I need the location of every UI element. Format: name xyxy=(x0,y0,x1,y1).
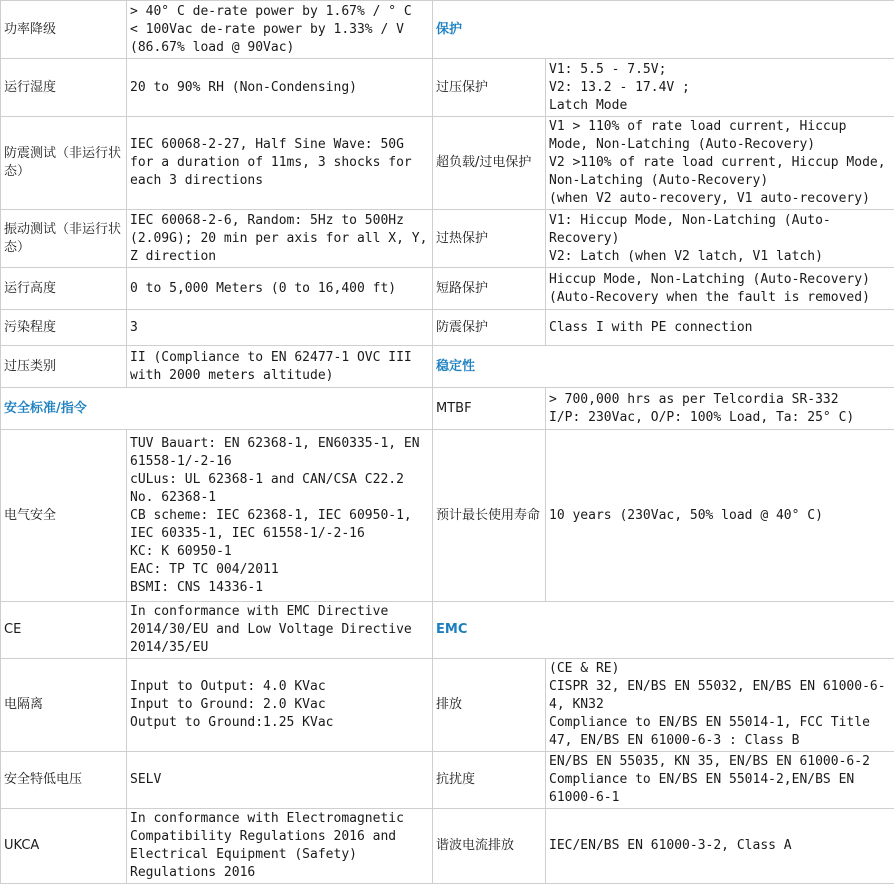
spec-label: 电隔离 xyxy=(1,659,127,752)
spec-value: IEC 60068-2-27, Half Sine Wave: 50G for a duration of 11ms, 3 shocks for each 3 directions xyxy=(127,117,433,210)
section-heading: 稳定性 xyxy=(433,346,894,388)
spec-row xyxy=(1,809,894,884)
spec-value: Input to Output: 4.0 KVac Input to Ground: 2.0 KVac Output to Ground:1.25 KVac xyxy=(127,659,433,752)
spec-label: 污染程度 xyxy=(1,310,127,346)
spec-row xyxy=(1,268,894,310)
spec-row xyxy=(1,659,894,752)
spec-value: In conformance with Electromagnetic Compatibility Regulations 2016 and Electrical Equipment (Safety) Regulations 2016 xyxy=(127,809,433,884)
spec-row xyxy=(1,310,894,346)
spec-value: II (Compliance to EN 62477-1 OVC III with 2000 meters altitude) xyxy=(127,346,433,388)
spec-row xyxy=(1,117,894,210)
spec-value: 0 to 5,000 Meters (0 to 16,400 ft) xyxy=(127,268,433,310)
spec-value: 10 years (230Vac, 50% load @ 40° C) xyxy=(546,430,894,602)
section-heading: EMC xyxy=(433,602,894,659)
spec-label: 抗扰度 xyxy=(433,752,546,809)
spec-label: MTBF xyxy=(433,388,546,430)
spec-label: 排放 xyxy=(433,659,546,752)
spec-value: IEC 60068-2-6, Random: 5Hz to 500Hz (2.09G); 20 min per axis for all X, Y, Z direction xyxy=(127,210,433,268)
spec-label: 振动测试（非运行状态） xyxy=(1,210,127,268)
spec-value: V1: 5.5 - 7.5V; V2: 13.2 - 17.4V ; Latch Mode xyxy=(546,59,894,117)
spec-label: 防震保护 xyxy=(433,310,546,346)
spec-row xyxy=(1,1,894,59)
spec-label: 过压类别 xyxy=(1,346,127,388)
spec-label: 超负载/过电保护 xyxy=(433,117,546,210)
spec-label: 短路保护 xyxy=(433,268,546,310)
spec-value: SELV xyxy=(127,752,433,809)
spec-value: EN/BS EN 55035, KN 35, EN/BS EN 61000-6-2 Compliance to EN/BS EN 55014-2,EN/BS EN 61000-6-1 xyxy=(546,752,894,809)
spec-row xyxy=(1,346,894,388)
spec-label: 过热保护 xyxy=(433,210,546,268)
spec-label: 运行湿度 xyxy=(1,59,127,117)
spec-row xyxy=(1,430,894,602)
spec-label: 功率降级 xyxy=(1,1,127,59)
section-heading: 安全标准/指令 xyxy=(1,388,433,430)
spec-label: 谐波电流排放 xyxy=(433,809,546,884)
section-heading: 保护 xyxy=(433,1,894,59)
spec-table-body xyxy=(1,1,894,884)
spec-row xyxy=(1,210,894,268)
spec-label: 安全特低电压 xyxy=(1,752,127,809)
spec-label: UKCA xyxy=(1,809,127,884)
spec-row xyxy=(1,388,894,430)
spec-value: In conformance with EMC Directive 2014/30/EU and Low Voltage Directive 2014/35/EU xyxy=(127,602,433,659)
spec-value: TUV Bauart: EN 62368-1, EN60335-1, EN 61558-1/-2-16 cULus: UL 62368-1 and CAN/CSA C22.2 No. 62368-1 CB scheme: IEC 62368-1, IEC 60950-1, IEC 60335-1, IEC 61558-1/-2-16 KC: K 60950-1 EAC: TP TC 004/2011 BSMI: CNS 14336-1 xyxy=(127,430,433,602)
spec-label: 防震测试（非运行状态） xyxy=(1,117,127,210)
spec-value: 20 to 90% RH (Non-Condensing) xyxy=(127,59,433,117)
spec-label: 预计最长使用寿命 xyxy=(433,430,546,602)
spec-value: V1 > 110% of rate load current, Hiccup Mode, Non-Latching (Auto-Recovery) V2 >110% of rate load current, Hiccup Mode, Non-Latching (Auto-Recovery) (when V2 auto-recovery, V1 auto-recovery) xyxy=(546,117,894,210)
spec-value: > 40° C de-rate power by 1.67% / ° C < 100Vac de-rate power by 1.33% / V (86.67% load @ 90Vac) xyxy=(127,1,433,59)
spec-value: Hiccup Mode, Non-Latching (Auto-Recovery) (Auto-Recovery when the fault is removed) xyxy=(546,268,894,310)
spec-row xyxy=(1,602,894,659)
spec-value: IEC/EN/BS EN 61000-3-2, Class A xyxy=(546,809,894,884)
spec-label: CE xyxy=(1,602,127,659)
spec-value: (CE & RE) CISPR 32, EN/BS EN 55032, EN/BS EN 61000-6-4, KN32 Compliance to EN/BS EN 55014-1, FCC Title 47, EN/BS EN 61000-6-3 : Class B xyxy=(546,659,894,752)
spec-value: Class I with PE connection xyxy=(546,310,894,346)
spec-label: 电气安全 xyxy=(1,430,127,602)
spec-value: V1: Hiccup Mode, Non-Latching (Auto-Recovery) V2: Latch (when V2 latch, V1 latch) xyxy=(546,210,894,268)
spec-label: 过压保护 xyxy=(433,59,546,117)
spec-row xyxy=(1,752,894,809)
spec-row xyxy=(1,59,894,117)
spec-value: > 700,000 hrs as per Telcordia SR-332 I/P: 230Vac, O/P: 100% Load, Ta: 25° C) xyxy=(546,388,894,430)
spec-value: 3 xyxy=(127,310,433,346)
spec-label: 运行高度 xyxy=(1,268,127,310)
